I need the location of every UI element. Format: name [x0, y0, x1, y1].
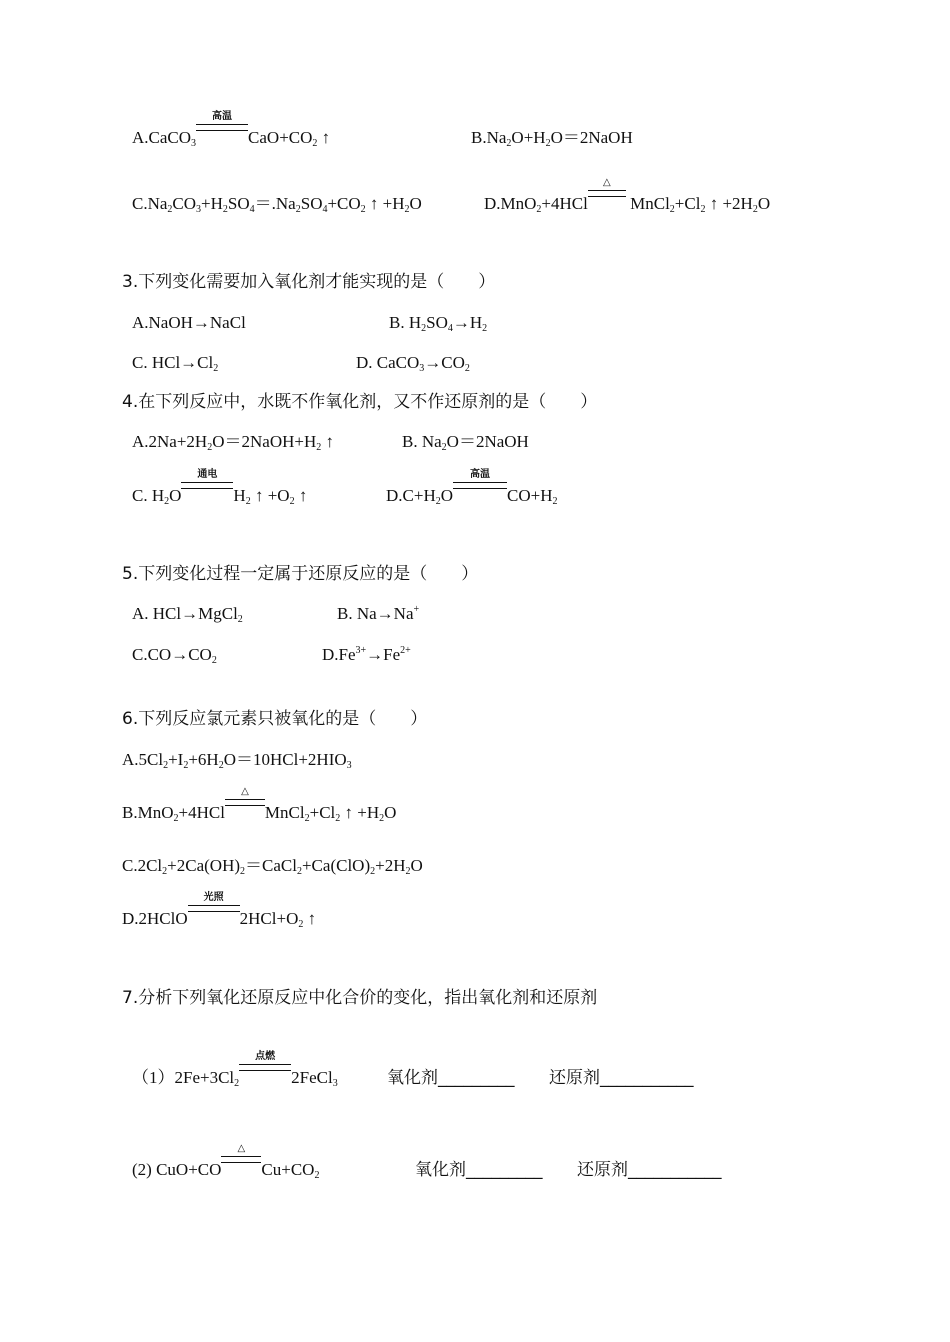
q5-option-c: $C.CO\to CO_2$ — [132, 645, 217, 666]
reaction-condition: 光照 — [188, 910, 240, 924]
q4-option-b: B. $Na_2O=2NaOH$ — [402, 432, 529, 453]
question-4-stem: 4.在下列反应中，水既不作氧化剂，又不作还原剂的是（ ） — [122, 392, 598, 412]
q4-option-d: $D.C+H_2O$ 高温 $CO+H_2$ — [386, 469, 558, 507]
q7-r2-reductant-blank[interactable]: 还原剂___________ — [577, 1160, 722, 1180]
question-7-stem: 7.分析下列氧化还原反应中化合价的变化，指出氧化剂和还原剂 — [122, 988, 598, 1008]
q7-reaction-1: $(1)2Fe+3Cl_2$ 点燃 2FeCl$_3$ — [132, 1051, 338, 1089]
q7-r1-oxidant-blank[interactable]: 氧化剂_________ — [387, 1068, 515, 1088]
q4-option-a: $A.2Na+2H_2O=2NaOH+H_2$ ↑ — [132, 432, 334, 453]
question-3-stem: 3.下列变化需要加入氧化剂才能实现的是（ ） — [122, 272, 496, 292]
q5-option-d: $D.Fe^{3+}\to Fe^{2+}$ — [322, 645, 411, 664]
question-5-stem: 5.下列变化过程一定属于还原反应的是（ ） — [122, 564, 479, 584]
q7-r1-reductant-blank[interactable]: 还原剂___________ — [549, 1068, 694, 1088]
q3-option-c: C. $HCl\to Cl_2$ — [132, 353, 219, 374]
reaction-condition: △ — [225, 804, 265, 818]
question-6-stem: 6.下列反应氯元素只被氧化的是（ ） — [122, 709, 428, 729]
q2-option-b: $B.Na_2O+H_2O=2NaOH$ — [471, 128, 633, 149]
reaction-condition: △ — [588, 195, 626, 209]
reaction-condition: 点燃 — [239, 1069, 291, 1083]
q5-option-b: B. Na→Na+ — [337, 604, 420, 623]
reaction-condition: △ — [221, 1161, 261, 1175]
reaction-condition: 通电 — [181, 487, 233, 501]
q7-r2-oxidant-blank[interactable]: 氧化剂_________ — [415, 1160, 543, 1180]
q4-option-c: C. $H_2O$ 通电 $H_2$ ↑ $+O_2$ ↑ — [132, 469, 308, 507]
q3-option-a: A.NaOH→NaCl — [132, 313, 246, 332]
q6-option-a: $A.5Cl_2+I_2+6H_2O=10HCl+2HIO_3$ — [122, 750, 352, 771]
q2-option-d: D.MnO$_2$+4HCl △ $MnCl_2+Cl_2$ ↑ $+2H_2O$ — [484, 177, 771, 215]
reaction-condition: 高温 — [196, 129, 248, 143]
q3-option-d: D. $CaCO_3\to CO_2$ — [356, 353, 470, 374]
q6-option-d: D.2HClO 光照 $2HCl+O_2$ ↑ — [122, 892, 317, 930]
q2-option-a: A.CaCO$_3$ 高温 $CaO+CO_2$ ↑ — [132, 111, 331, 149]
q5-option-a: A. HCl→MgCl$_2$ — [132, 604, 243, 625]
q7-reaction-2: (2) CuO+CO △ $Cu+CO_2$ — [132, 1143, 320, 1181]
q3-option-b: B. $H_2SO_4\to H_2$ — [389, 313, 488, 334]
q6-option-b: B.MnO$_2$+4HCl △ $MnCl_2+Cl_2$ ↑ $+H_2O$ — [122, 786, 397, 824]
q2-option-c: $C.Na_2CO_3+H_2SO_4=.Na_2SO_4+CO_2$ ↑ $+H_2O$ — [132, 194, 422, 215]
q6-option-c: $C.2Cl_2+2Ca(OH)_2=CaCl_2+Ca(ClO)_2+2H_2O$ — [122, 856, 423, 877]
reaction-condition: 高温 — [453, 487, 507, 501]
